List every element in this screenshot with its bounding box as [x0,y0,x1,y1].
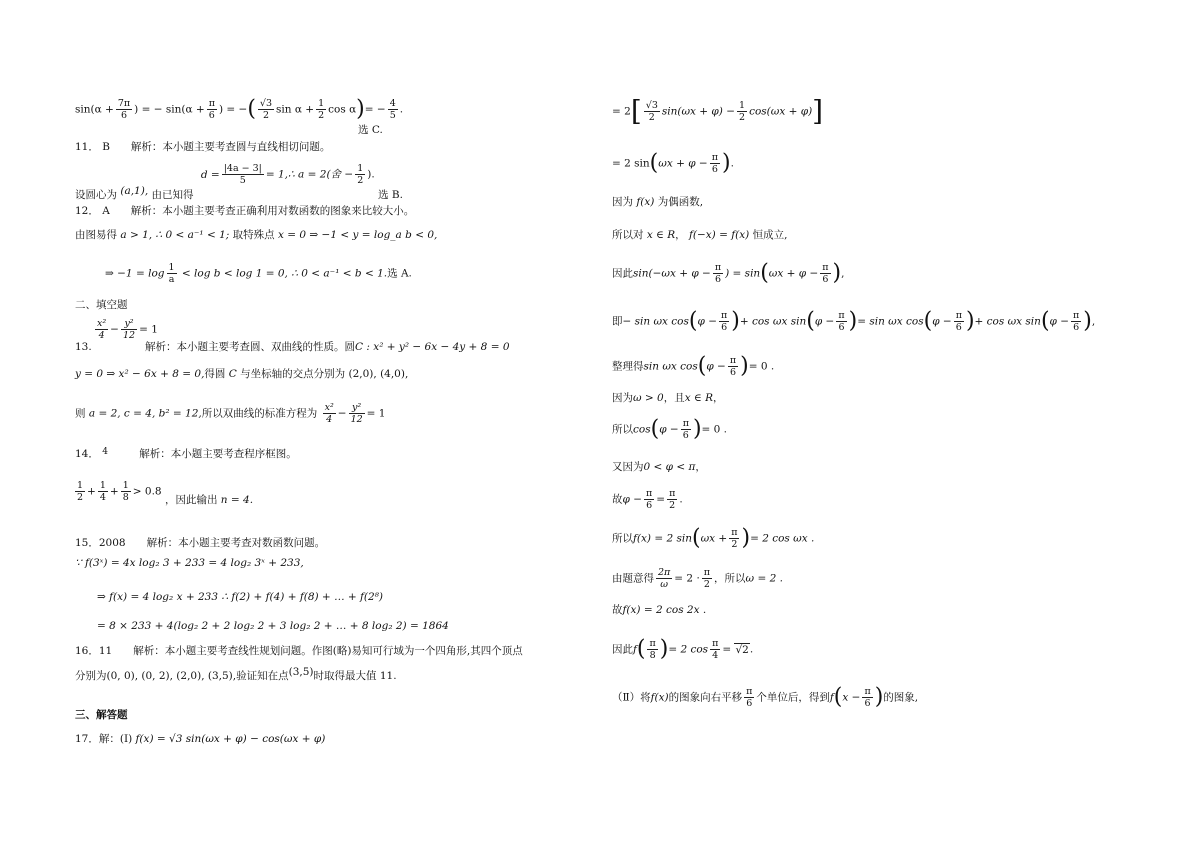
line-even-function: 因为 f(x) 为偶函数, [612,196,704,208]
line-log-sum: ⇒ f(x) = 4 log₂ x + 233 ∴ f(2) + f(4) + f(8) + … + f(2⁸) [97,591,384,603]
line-for-all-x: 所以对 x ∈ R， f(−x) = f(x) 恒成立, [612,229,788,241]
line-from-graph: 由图易得 a > 1, ∴ 0 < a⁻¹ < 1; 取特殊点 x = 0 ⇒ −1 < y = log_a b < 0, [75,229,438,241]
line-vertices: 分别为(0, 0), (0, 2), (2,0), (3,5),验证知在点(3,5)时取得最大值 11. [75,666,397,682]
line-expanded-identity: 即− sin ωx cos(φ − $\frac{\pi}{6}$ )+ cos ωx sin(φ − $\frac{\pi}{6}$ )= sin ωx cos(φ − $\frac{\pi}{6}$ )+ cos ωx sin(φ − $\frac{\pi}{6}$ ), [612,308,1096,334]
line-f-pi-8: 因此f( $\frac{\pi}{8}$ )= 2 cos $\frac{\pi}{4}$ = √2. [612,636,754,662]
line-cos-zero: 所以cos(φ − $\frac{\pi}{6}$ )= 0 . [612,416,728,442]
line-program-sum: $\frac{1}{2}$ + $\frac{1}{4}$ + $\frac{1}{8}$ > 0.8 ，因此输出 n = 4. [77,480,254,506]
line-log-result: = 8 × 233 + 4(log₂ 2 + 2 log₂ 2 + 3 log₂ 2 + … + 8 log₂ 2) = 1864 [97,620,449,632]
line-part-2: （Ⅱ）将f(x)的图象向右平移 $\frac{\pi}{6}$ 个单位后，得到f(x − $\frac{\pi}{6}$ )的图象, [612,684,919,710]
answer-choice: 选 C. [358,124,383,136]
line-omega-value: 由题意得 $\frac{2\pi}{\omega}$ = 2 · $\frac{\pi}{2}$ ，所以ω = 2 . [612,567,783,590]
answer-13-heading: 13. 解析：本小题主要考查圆、双曲线的性质。圆C : x² + y² − 6x − 4y + 8 = 0 [75,341,510,353]
line-2sin: = 2 sin(ωx + φ − $\frac{\pi}{6}$ ). [612,150,734,176]
line-f-result: 故f(x) = 2 cos 2x . [612,604,707,616]
line-hyperbola-standard: 则 a = 2, c = 4, b² = 12,所以双曲线的标准方程为 $\frac{\text{x²}}{4}$ − $\frac{\text{y²}}{12}$ = 1 [75,402,386,425]
answer-16-heading: 16．11 解析：本小题主要考查线性规划问题。作图(略)易知可行域为一个四角形,其四个顶点 [75,645,523,657]
section-solutions: 三、解答题 [75,709,128,721]
fraction: $\frac{7\pi}{6}$ [117,98,131,121]
line-omega-positive: 因为ω > 0，且x ∈ R， [612,392,724,404]
line-log-compare: ⇒ −1 = log $\frac{1}{a}$ < log b < log 1 = 0, ∴ 0 < a⁻¹ < b < 1.选 A. [105,262,412,285]
line-phi-range: 又因为0 < φ < π， [612,461,706,473]
answer-15-heading: 15．2008 解析：本小题主要考查对数函数问题。 [75,537,326,549]
line-sin-alpha: sin(α + $\frac{7\pi}{6}$ ) = − sin(α + $\frac{\pi}{6}$ ) = −( $\frac{√3}{2}$ sin α + $\frac{1}{2}$ cos α)= − $\frac{4}{5}$ . [75,96,404,122]
line-simplify: 整理得sin ωx cos(φ − $\frac{\pi}{6}$ )= 0 . [612,353,775,379]
line-therefore-sin: 因此sin(−ωx + φ − $\frac{\pi}{6}$ ) = sin(ωx + φ − $\frac{\pi}{6}$ ), [612,260,845,286]
line-problem-17: 17．解：(Ⅰ) f(x) = √3 sin(ωx + φ) − cos(ωx + φ) [75,733,326,745]
answer-12-heading: 12． A 解析：本小题主要考查正确利用对数函数的图象来比较大小。 [75,205,415,217]
line-phi-value: 故φ − $\frac{\pi}{6}$ = $\frac{\pi}{2}$ . [612,488,683,511]
answer-14-heading: 14． 4 解析：本小题主要考查程序框图。 [75,447,297,460]
answer-11-heading: 11． B 解析：本小题主要考查圆与直线相切问题。 [75,141,331,153]
line-y-zero: y = 0 ⇒ x² − 6x + 8 = 0,得圆 C 与坐标轴的交点分别为 (2,0), (4,0), [75,368,409,380]
line-log-function: ∵ f(3ˣ) = 4x log₂ 3 + 233 = 4 log₂ 3ˣ + 233, [75,557,304,569]
line-expand-2: = 2[ $\frac{√3}{2}$ sin(ωx + φ) − $\frac{1}{2}$ cos(ωx + φ)] [612,94,824,128]
section-fill-in: 二、填空题 [75,299,128,311]
line-hyperbola-answer: $\frac{\text{x²}}{4}$ − $\frac{\text{y²}}{12}$ = 1 [97,318,158,341]
line-circle-center: 设圆心为 (a,1), 由已知得 d = $\frac{|4a - 3|}{5}$ = 1,∴ a = 2(舍 − $\frac{1}{2}$ ). 选 B. [75,163,403,201]
line-f-cos: 所以f(x) = 2 sin(ωx + $\frac{\pi}{2}$ )= 2 cos ωx . [612,525,815,551]
